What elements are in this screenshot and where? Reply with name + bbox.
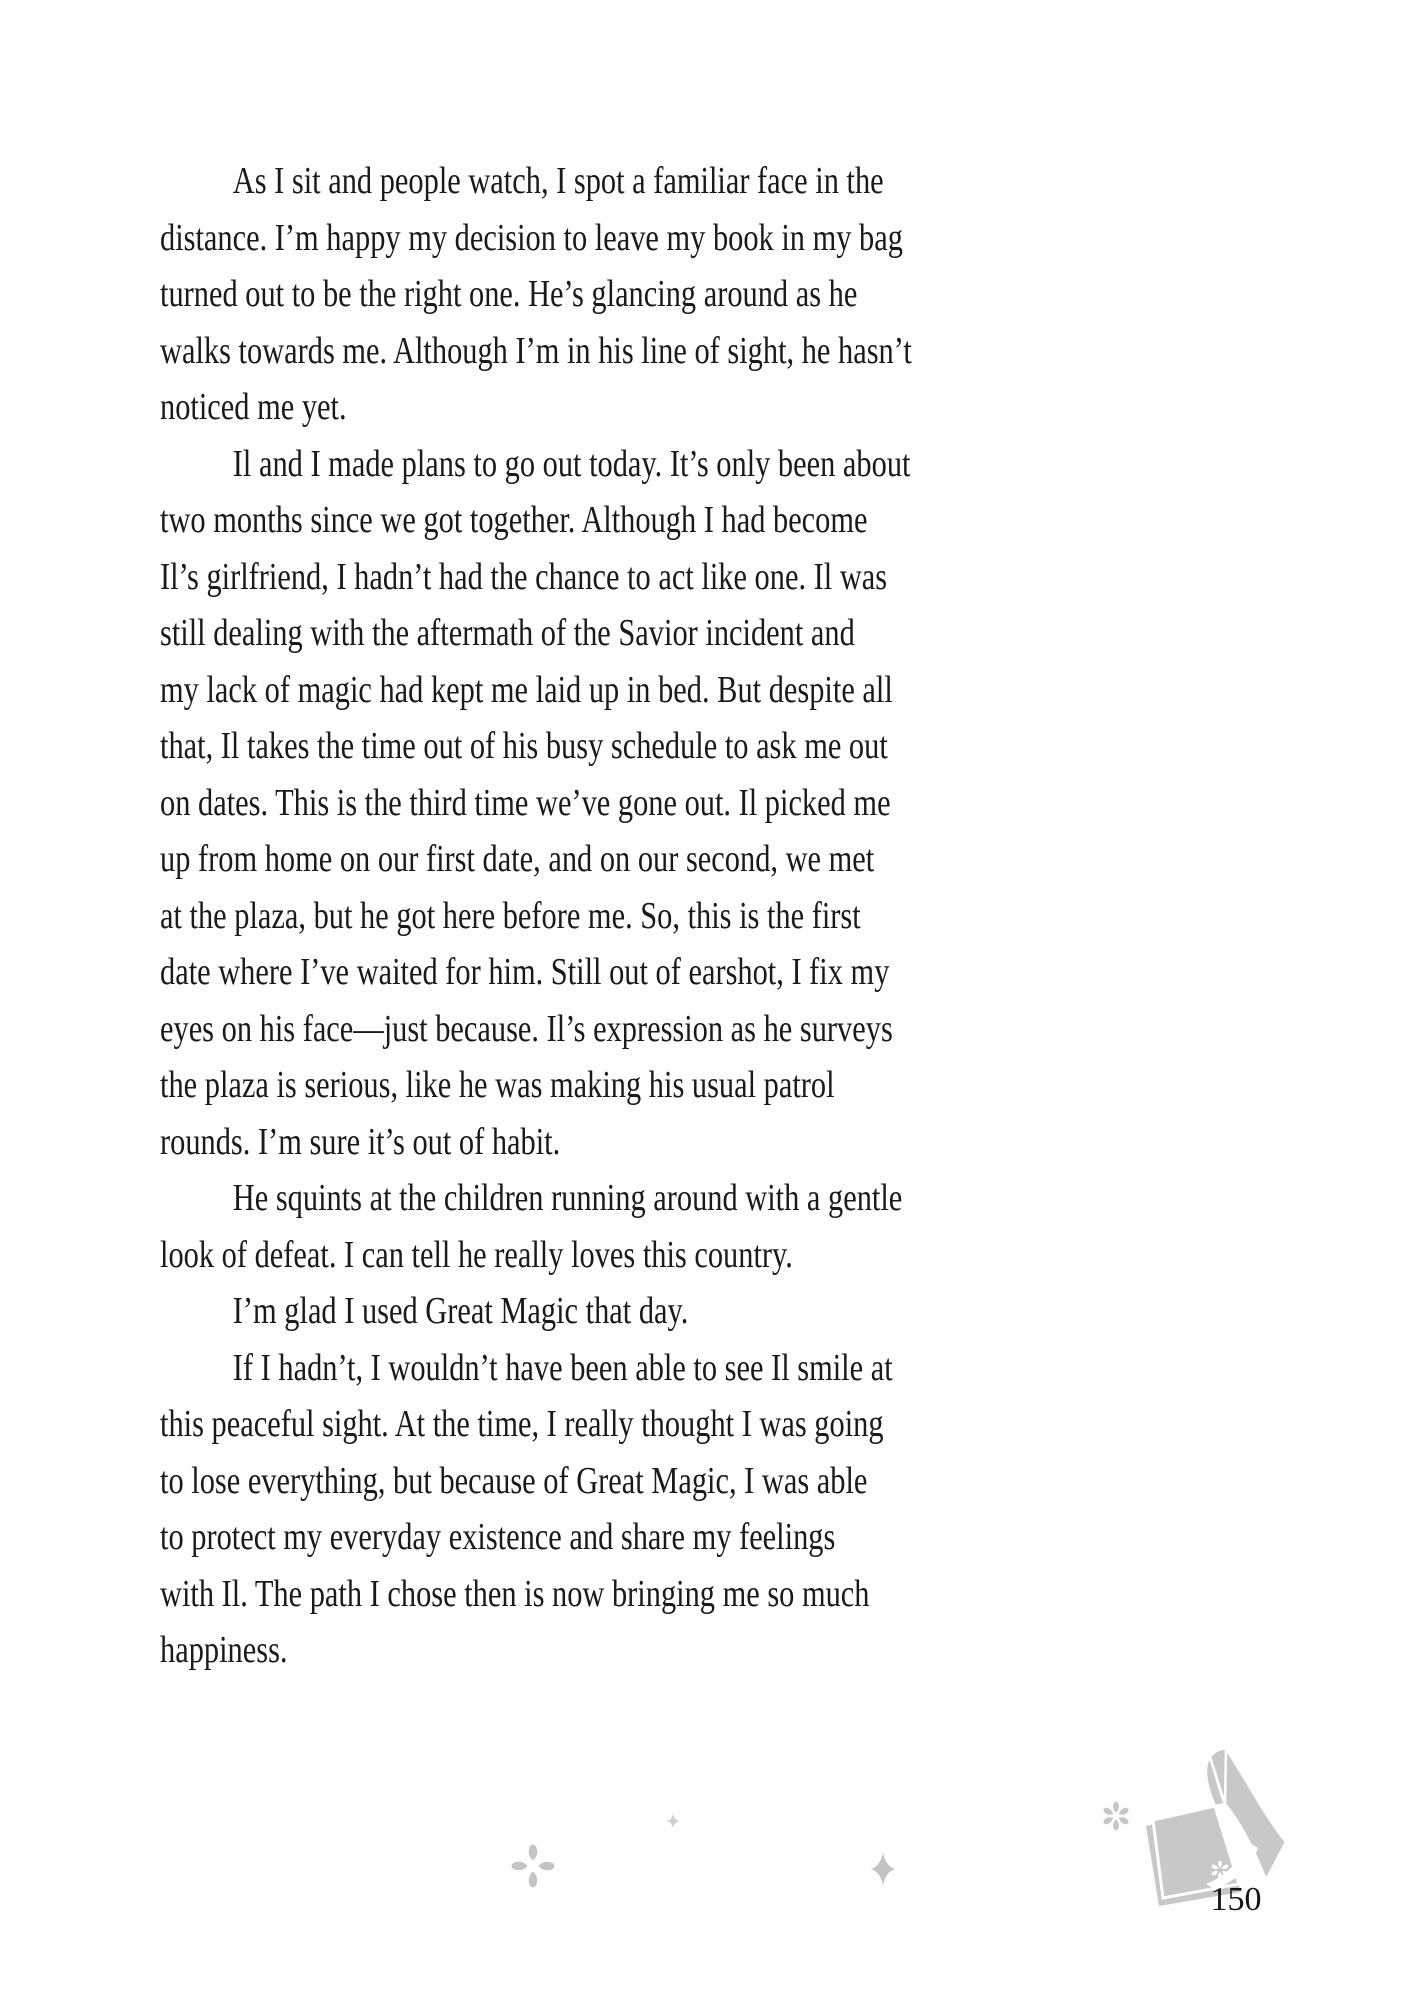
text-line: to lose everything, but because of Great Magic, I was able [160,1459,868,1502]
text-line: up from home on our first date, and on our second, we met [160,838,875,880]
text-line: noticed me yet. [160,386,347,428]
text-line: two months since we got together. Although I had become [160,499,868,541]
text-line: happiness. [160,1629,288,1671]
text-line: turned out to be the right one. He’s glancing around as he [160,273,858,315]
text-line: walks towards me. Although I’m in his line of sight, he hasn’t [160,329,912,372]
text-line: still dealing with the aftermath of the Savior incident and [160,612,855,654]
text-line: with Il. The path I chose then is now bringing me so much [160,1572,870,1615]
text-line: my lack of magic had kept me laid up in bed. But despite all [160,668,893,711]
text-line: this peaceful sight. At the time, I really thought I was going [160,1403,884,1445]
text-line: Il and I made plans to go out today. It’s only been about [232,442,911,485]
text-line: If I hadn’t, I wouldn’t have been able to see Il smile at [232,1346,893,1389]
diamond-sparkle-icon [870,1852,896,1886]
text-line: distance. I’m happy my decision to leave my book in my bag [160,216,903,259]
text-line: Il’s girlfriend, I hadn’t had the chance to act like one. Il was [160,555,888,598]
page-text [160,153,1008,1679]
page-number: 150 [1210,1881,1262,1918]
text-line: I’m glad I used Great Magic that day. [232,1290,689,1332]
four-teardrop-cross-sparkle-icon [508,1841,558,1891]
text-line: As I sit and people watch, I spot a familiar face in the [232,160,884,202]
text-line: date where I’ve waited for him. Still out of earshot, I fix my [160,951,890,993]
text-line: rounds. I’m sure it’s out of habit. [160,1120,561,1163]
text-line: at the plaza, but he got here before me. So, this is the first [160,894,861,937]
text-line: look of defeat. I can tell he really loves this country. [160,1233,793,1276]
small-diamond-sparkle-icon [665,1813,681,1829]
text-line: eyes on his face—just because. Il’s expression as he surveys [160,1007,893,1050]
text-line: the plaza is serious, like he was making his usual patrol [160,1064,835,1106]
six-teardrop-asterisk-icon [1101,1801,1131,1831]
text-line: that, Il takes the time out of his busy schedule to ask me out [160,725,888,767]
text-line: on dates. This is the third time we’ve gone out. Il picked me [160,781,891,824]
text-line: to protect my everyday existence and share my feelings [160,1516,836,1558]
text-line: He squints at the children running around with a gentle [232,1177,903,1219]
